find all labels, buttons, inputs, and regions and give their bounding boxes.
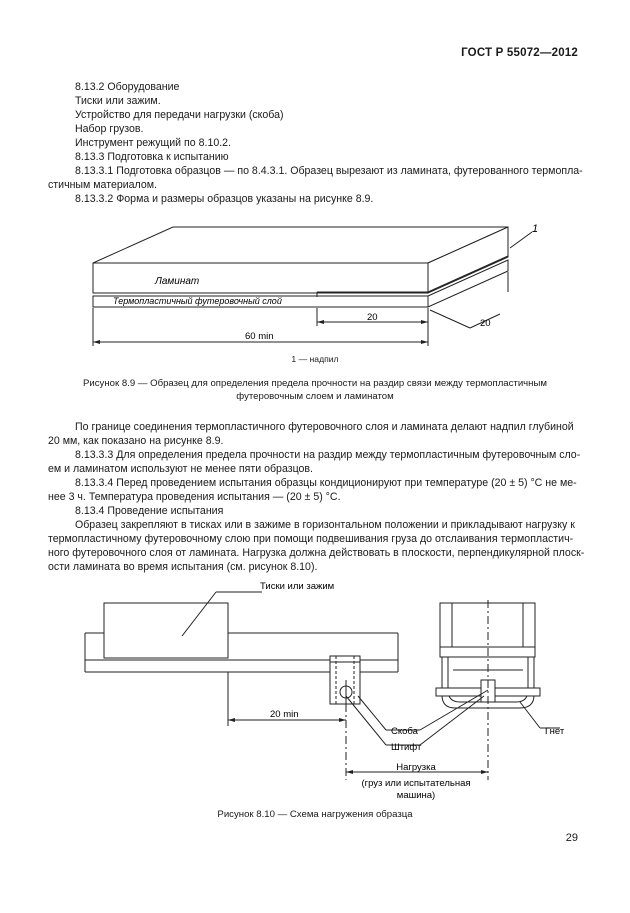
text-line: Набор грузов. — [75, 123, 144, 135]
page-number: 29 — [565, 832, 578, 844]
text-line: По границе соединения термопластичного футеровочного слоя и ламината делают надпил глубиной — [75, 421, 574, 433]
text-line: Инструмент режущий по 8.10.2. — [75, 137, 232, 149]
text-line: 8.13.2 Оборудование — [75, 81, 180, 93]
label-vise: Тиски или зажим — [260, 581, 335, 592]
figure-8-9-caption-line-1: Рисунок 8.9 — Образец для определения предела прочности на раздир связи между термопластичным — [83, 378, 547, 389]
label-liner: Термопластичный футеровочный слой — [113, 296, 282, 306]
label-socket: Гнет — [545, 726, 565, 737]
label-laminate: Ламинат — [155, 276, 200, 287]
bracket-side — [330, 656, 360, 704]
text-line: 8.13.3.1 Подготовка образцов — по 8.4.3.1. Образец вырезают из ламината, футерованного термопла- — [75, 165, 583, 177]
label-load-detail: (груз или испытательная — [361, 778, 471, 789]
text-line: 20 мм, как показано на рисунке 8.9. — [48, 435, 224, 447]
text-line: ем и ламинатом используют не менее пяти образцов. — [48, 463, 313, 475]
text-line: 8.13.3.2 Форма и размеры образцов указаны на рисунке 8.9. — [75, 193, 374, 205]
document-header: ГОСТ Р 55072—2012 — [461, 47, 578, 59]
callout-number: 1 — [532, 223, 539, 235]
label-load: Нагрузка — [396, 762, 436, 773]
text-line: 8.13.3 Подготовка к испытанию — [75, 151, 229, 163]
figure-8-9-legend: 1 — надпил — [291, 354, 339, 364]
text-line: 8.13.4 Проведение испытания — [75, 505, 224, 517]
text-line: термопластичному футеровочному слою при помощи подвешивания груза до отслаивания термопластич- — [48, 533, 574, 545]
text-line: Тиски или зажим. — [75, 95, 161, 107]
figure-8-10-caption: Рисунок 8.10 — Схема нагружения образца — [217, 809, 413, 820]
text-line: Образец закрепляют в тисках или в зажиме в горизонтальном положении и прикладывают нагрузку к — [75, 519, 575, 531]
label-load-machine: машина) — [396, 790, 436, 801]
vise-block — [104, 603, 228, 658]
dim-length-value: 60 min — [245, 331, 274, 342]
label-dim-20min: 20 min — [270, 709, 299, 720]
label-bracket: Скоба — [391, 726, 418, 737]
text-line: 8.13.3.4 Перед проведением испытания образцы кондиционируют при температуре (20 ± 5) °С не ме- — [75, 477, 577, 489]
dim-notch-value: 20 — [367, 312, 378, 323]
text-line: стичным материалом. — [48, 179, 157, 191]
label-pin: Штифт — [391, 742, 422, 753]
figure-8-9-caption-line-2: футеровочным слоем и ламинатом — [236, 391, 394, 402]
text-line: ного футеровочного слоя от ламината. Нагрузка должна действовать в плоскости, перпендикулярной плоск- — [48, 547, 585, 559]
text-line: Устройство для передачи нагрузки (скоба) — [75, 109, 284, 121]
text-line: нее 3 ч. Температура проведения испытания — (20 ± 5) °С. — [48, 491, 341, 503]
text-line: 8.13.3.3 Для определения предела прочности на раздир между термопластичным футеровочным сло- — [75, 449, 581, 461]
text-line: ости ламината во время испытания (см. рисунок 8.10). — [48, 561, 318, 573]
dim-depth-value: 20 — [480, 318, 491, 329]
